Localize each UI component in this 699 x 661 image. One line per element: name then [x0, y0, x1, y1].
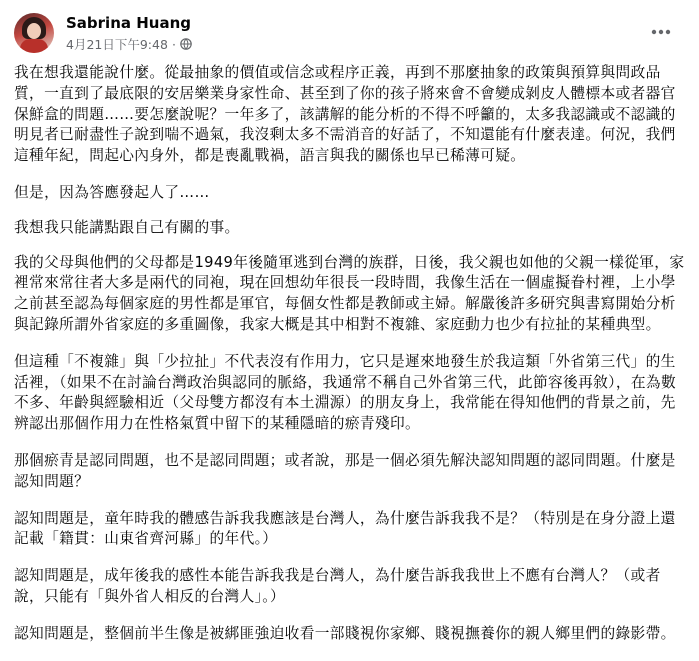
post-paragraph: 認知問題是，整個前半生像是被綁匪強迫收看一部賤視你家鄉、賤視撫養你的親人鄉里們的錄影帶。 — [14, 624, 676, 642]
post-header — [14, 13, 674, 53]
post-paragraph: 我在想我還能說什麼。從最抽象的價值或信念或程序正義，再到不那麼抽象的政策與預算與問政品質，一直到了最底限的安居樂業身家性命、甚至到了你的孩子將來會不會變成剝皮人體標本或者器官保鮮盒的問題……要怎麼說呢？一年多了，該講解的能分析的不得不呼籲的，太多我認識或不認識的明見者已耐盡性子說到喘不過氣，我沒剩太多不需消音的好話了，不知還能有什麼表達。何況，我們這種年紀，問起心內身外，都是喪亂戰禍，語言與我的關係也早已稀薄可疑。 — [14, 64, 676, 165]
post-timestamp[interactable]: 4月21日下午9:48 — [66, 37, 168, 52]
post-paragraph: 認知問題是，童年時我的體感告訴我我應該是台灣人，為什麼告訴我我不是？（特別是在身分證上還記載「籍貫：山東省齊河縣」的年代。） — [14, 509, 676, 548]
post-paragraph: 但這種「不複雜」與「少拉扯」不代表沒有作用力，它只是遲來地發生於我這類「外省第三代」的生活裡，（如果不在討論台灣政治與認同的脈絡，我通常不稱自己外省第三代，此節容後再敘），在為數不多、年齡與經驗相近（父母雙方都沒有本土淵源）的朋友身上，我常能在得知他們的背景之前，先辨認出那個作用力在性格氣質中留下的某種隱暗的瘀青殘印。 — [14, 352, 676, 433]
post-paragraph: 那個瘀青是認同問題，也不是認同問題；或者說，那是一個必須先解決認知問題的認同問題。什麼是認知問題？ — [14, 451, 676, 490]
author-name[interactable]: Sabrina Huang — [66, 14, 191, 32]
post-paragraph: 但是，因為答應發起人了…… — [14, 183, 210, 201]
post-meta — [66, 35, 192, 53]
post-body — [14, 63, 688, 661]
post-paragraph: 我想我只能講點跟自己有關的事。 — [14, 218, 240, 236]
meta-separator: · — [171, 36, 176, 52]
globe-icon[interactable] — [180, 38, 192, 50]
more-horizontal-icon[interactable] — [644, 15, 678, 49]
avatar[interactable] — [14, 13, 54, 53]
post-paragraph: 認知問題是，成年後我的感性本能告訴我我是台灣人，為什麼告訴我我世上不應有台灣人？（或者說，只能有「與外省人相反的台灣人」。） — [14, 567, 661, 605]
post-paragraph: 我的父母與他們的父母都是1949年後隨軍逃到台灣的族群，日後，我父親也如他的父親一樣從軍，家裡常來常往者大多是兩代的同袍，現在回想幼年很長一段時間，我像生活在一個虛擬眷村裡，上小學之前甚至認為每個家庭的男性都是軍官，每個女性都是教師或主婦。解嚴後許多研究與書寫開始分析與記錄所謂外省家庭的多重圖像，我家大概是其中相對不複雜、家庭動力也少有拉扯的某種典型。 — [14, 253, 685, 333]
